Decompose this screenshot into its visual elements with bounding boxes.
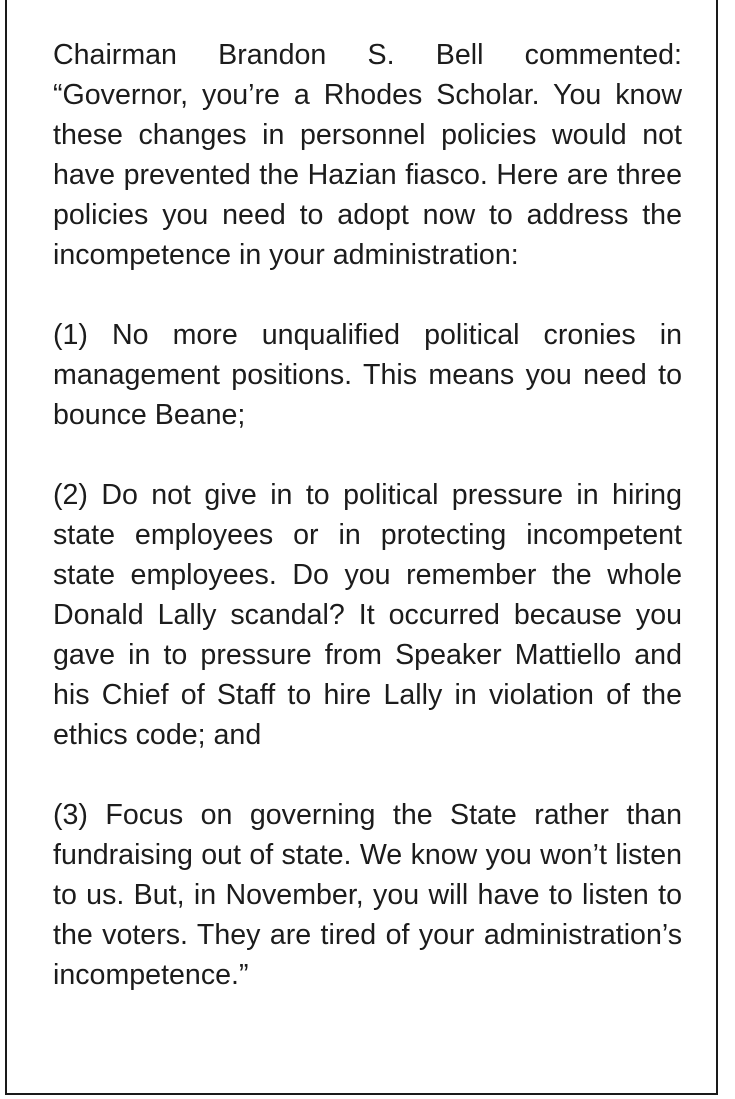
- paragraph-policy-2: (2) Do not give in to political pressure in hiring state employees or in protecting incompetent state employees. Do you remember the whole Donald Lally scandal? It occurred because you gave in to pressure from Speaker Mattiello and his Chief of Staff to hire Lally in violation of the ethics code; and: [53, 479, 682, 751]
- quote-box: [5, 0, 718, 1095]
- paragraph-policy-3: (3) Focus on governing the State rather than fundraising out of state. We know you won’t listen to us. But, in November, you will have to listen to the voters. They are tired of your administration’s incompetence.”: [53, 799, 682, 991]
- paragraph-intro: Chairman Brandon S. Bell commented: “Governor, you’re a Rhodes Scholar. You know these changes in personnel policies would not have prevented the Hazian fiasco. Here are three policies you need to adopt now to address the incompetence in your administration:: [53, 39, 682, 271]
- quote-text: [53, 35, 682, 995]
- paragraph-policy-1: (1) No more unqualified political cronies in management positions. This means you need to bounce Beane;: [53, 319, 682, 431]
